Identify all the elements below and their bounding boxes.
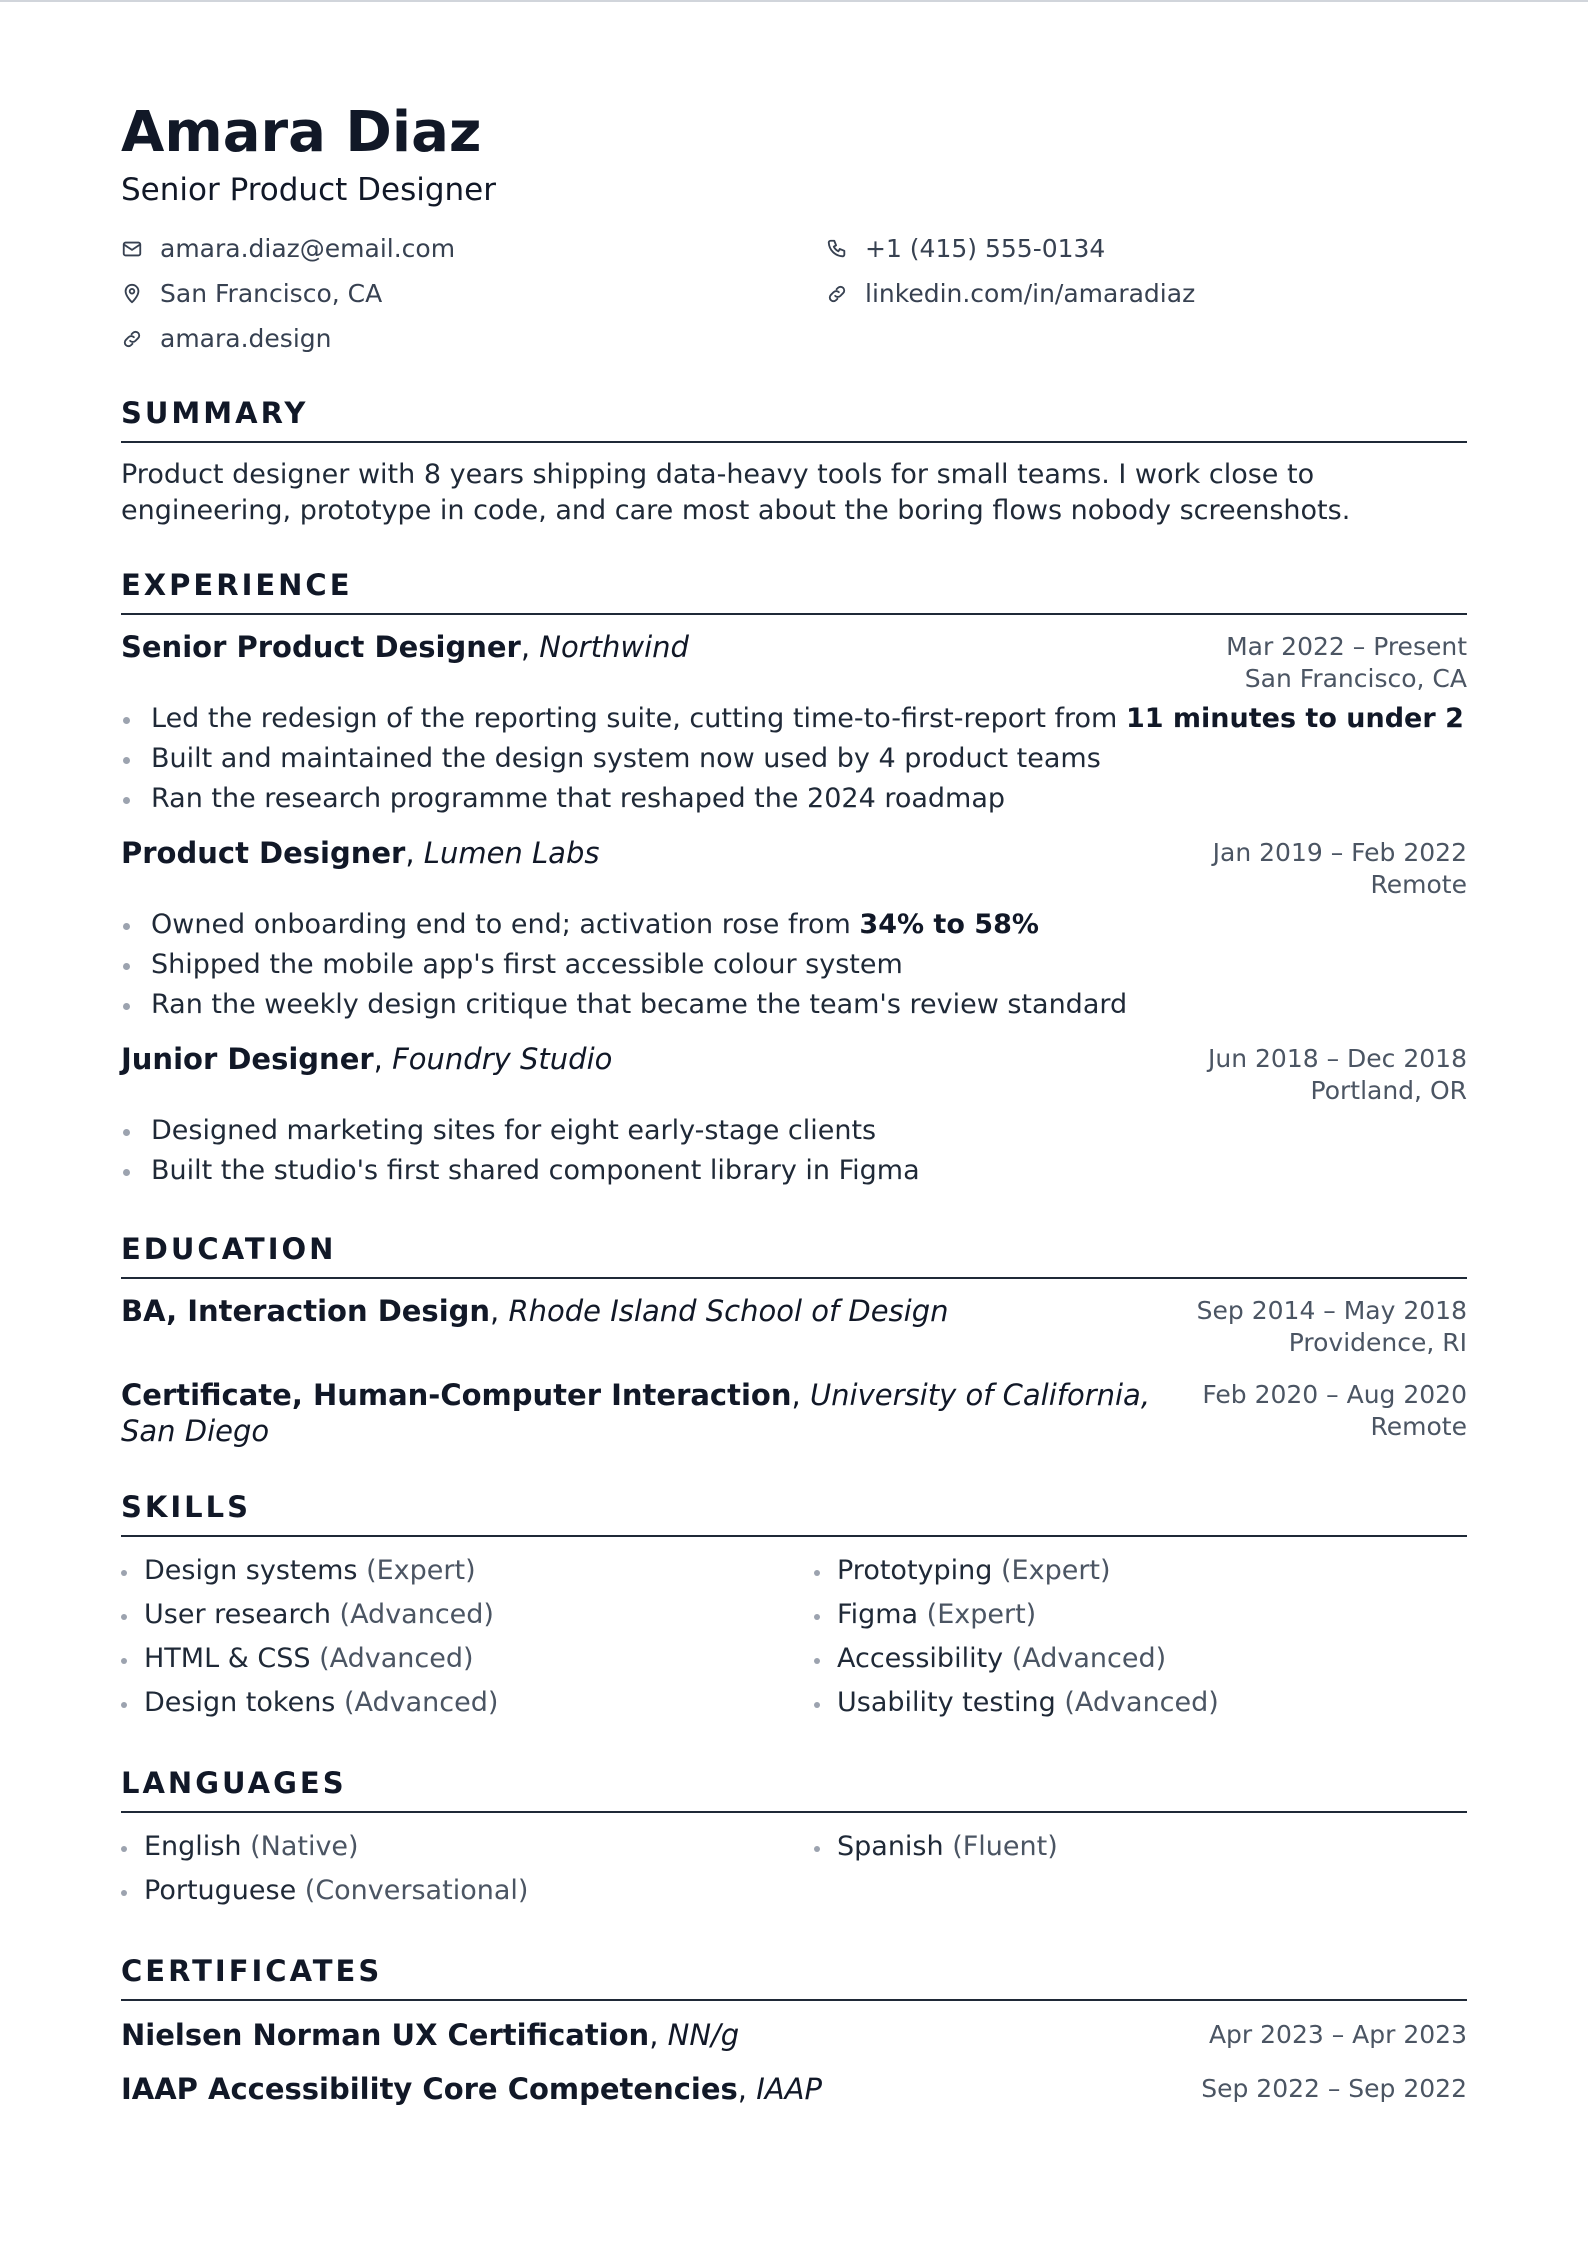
- skill-item: Design systems (Expert): [121, 1549, 814, 1593]
- job-role: Product Designer: [121, 836, 406, 870]
- language-item: Spanish (Fluent): [814, 1825, 1467, 1869]
- entry-title: BA, Interaction Design, Rhode Island School of Design: [121, 1294, 949, 1328]
- entry-dates: Sep 2014 – May 2018: [1196, 1296, 1467, 1325]
- resume-page: [121, 98, 1467, 2109]
- summary-text: Product designer with 8 years shipping data-heavy tools for small teams. I work close to engineering, prototype in code, and care most about the boring flows nobody screenshots.: [121, 459, 1351, 526]
- degree-name: BA, Interaction Design: [121, 1294, 491, 1328]
- entry-meta: [1213, 835, 1467, 901]
- contact-location-text: San Francisco, CA: [160, 279, 383, 308]
- company-name: Foundry Studio: [392, 1042, 613, 1076]
- bullet-item: Ran the research programme that reshaped the 2024 roadmap: [121, 779, 1467, 819]
- candidate-name: Amara Diaz: [121, 100, 482, 165]
- company-name: Lumen Labs: [423, 836, 600, 870]
- entry-location: Remote: [1370, 870, 1467, 899]
- language-item: English (Native): [121, 1825, 814, 1869]
- skill-item: Accessibility (Advanced): [814, 1637, 1467, 1681]
- certificate-name: IAAP Accessibility Core Competencies: [121, 2072, 738, 2106]
- languages-grid: [121, 1825, 1467, 1913]
- contact-website[interactable]: [121, 320, 826, 357]
- bullet-item: Built the studio's first shared component library in Figma: [121, 1151, 1467, 1191]
- entry-dates: Mar 2022 – Present: [1226, 632, 1467, 661]
- skills-grid: [121, 1549, 1467, 1725]
- resume-header: [121, 98, 1467, 357]
- contact-linkedin[interactable]: [826, 275, 1467, 312]
- link-icon: [826, 283, 848, 305]
- bullet-item: Ran the weekly design critique that became the team's review standard: [121, 985, 1467, 1025]
- bullet-list: [121, 699, 1467, 819]
- bullet-list: [121, 1111, 1467, 1191]
- phone-icon: [826, 238, 848, 260]
- skill-item: Usability testing (Advanced): [814, 1681, 1467, 1725]
- bullet-item: Built and maintained the design system now used by 4 product teams: [121, 739, 1467, 779]
- skill-item: Prototyping (Expert): [814, 1549, 1467, 1593]
- experience-entry: [121, 1041, 1467, 1191]
- entry-dates: Sep 2022 – Sep 2022: [1201, 2074, 1467, 2103]
- skills-section: [121, 1489, 1467, 1725]
- language-item: Portuguese (Conversational): [121, 1869, 814, 1913]
- contact-location: [121, 275, 826, 312]
- summary-section: [121, 395, 1467, 529]
- entry-title: Certificate, Human-Computer Interaction, University of California, San Diego: [121, 1378, 1151, 1448]
- company-name: Northwind: [539, 630, 689, 664]
- certificates-section: [121, 1953, 1467, 2109]
- degree-name: Certificate, Human-Computer Interaction: [121, 1378, 792, 1412]
- bullet-item: Owned onboarding end to end; activation rose from 34% to 58%: [121, 905, 1467, 945]
- location-pin-icon: [121, 283, 143, 305]
- experience-entry: [121, 629, 1467, 819]
- experience-entry: [121, 835, 1467, 1025]
- contact-website-text: amara.design: [160, 324, 332, 353]
- section-title-skills: SKILLS: [121, 1489, 1467, 1537]
- school-name: University of California, San Diego: [121, 1378, 1151, 1448]
- certificate-issuer: IAAP: [756, 2072, 822, 2106]
- skill-item: Figma (Expert): [814, 1593, 1467, 1637]
- experience-section: [121, 567, 1467, 1191]
- entry-title: IAAP Accessibility Core Competencies, IAAP: [121, 2072, 822, 2106]
- contact-list: [121, 230, 1467, 357]
- entry-dates: Apr 2023 – Apr 2023: [1208, 2020, 1467, 2049]
- entry-title: Nielsen Norman UX Certification, NN/g: [121, 2018, 740, 2052]
- education-entry: [121, 1377, 1467, 1449]
- entry-title: Junior Designer, Foundry Studio: [121, 1042, 613, 1076]
- bullet-item: Led the redesign of the reporting suite, cutting time-to-first-report from 11 minutes to under 2: [121, 699, 1467, 739]
- skill-item: Design tokens (Advanced): [121, 1681, 814, 1725]
- bullet-item: Shipped the mobile app's first accessible colour system: [121, 945, 1467, 985]
- entry-location: Providence, RI: [1288, 1328, 1467, 1357]
- section-title-summary: SUMMARY: [121, 395, 1467, 443]
- contact-email-text: amara.diaz@email.com: [160, 234, 456, 263]
- bullet-list: [121, 905, 1467, 1025]
- entry-meta: [1226, 629, 1467, 695]
- entry-location: Remote: [1370, 1412, 1467, 1441]
- contact-email[interactable]: [121, 230, 826, 267]
- entry-title: Product Designer, Lumen Labs: [121, 836, 600, 870]
- contact-linkedin-text: linkedin.com/in/amaradiaz: [865, 279, 1196, 308]
- job-role: Junior Designer: [121, 1042, 374, 1076]
- job-role: Senior Product Designer: [121, 630, 521, 664]
- skill-item: HTML & CSS (Advanced): [121, 1637, 814, 1681]
- top-border: [0, 0, 1588, 2]
- certificate-entry: [121, 2015, 1467, 2055]
- link-icon: [121, 328, 143, 350]
- education-section: [121, 1231, 1467, 1449]
- entry-dates: Jan 2019 – Feb 2022: [1212, 838, 1467, 867]
- entry-meta: [1197, 1293, 1467, 1359]
- bullet-item: Designed marketing sites for eight early-stage clients: [121, 1111, 1467, 1151]
- entry-meta: [1208, 1041, 1467, 1107]
- candidate-headline: Senior Product Designer: [121, 172, 496, 208]
- school-name: Rhode Island School of Design: [508, 1294, 949, 1328]
- entry-dates: Jun 2018 – Dec 2018: [1208, 1044, 1467, 1073]
- entry-dates: Feb 2020 – Aug 2020: [1202, 1380, 1467, 1409]
- entry-meta: [1202, 1377, 1467, 1443]
- contact-phone[interactable]: [826, 230, 1467, 267]
- mail-icon: [121, 238, 143, 260]
- contact-phone-text: +1 (415) 555-0134: [865, 234, 1106, 263]
- languages-section: [121, 1765, 1467, 1913]
- section-title-education: EDUCATION: [121, 1231, 1467, 1279]
- section-title-languages: LANGUAGES: [121, 1765, 1467, 1813]
- section-title-experience: EXPERIENCE: [121, 567, 1467, 615]
- certificate-issuer: NN/g: [667, 2018, 740, 2052]
- skill-item: User research (Advanced): [121, 1593, 814, 1637]
- entry-location: San Francisco, CA: [1244, 664, 1467, 693]
- entry-title: Senior Product Designer, Northwind: [121, 630, 689, 664]
- certificate-entry: [121, 2069, 1467, 2109]
- section-title-certificates: CERTIFICATES: [121, 1953, 1467, 2001]
- certificate-name: Nielsen Norman UX Certification: [121, 2018, 650, 2052]
- entry-location: Portland, OR: [1310, 1076, 1467, 1105]
- education-entry: [121, 1293, 1467, 1359]
